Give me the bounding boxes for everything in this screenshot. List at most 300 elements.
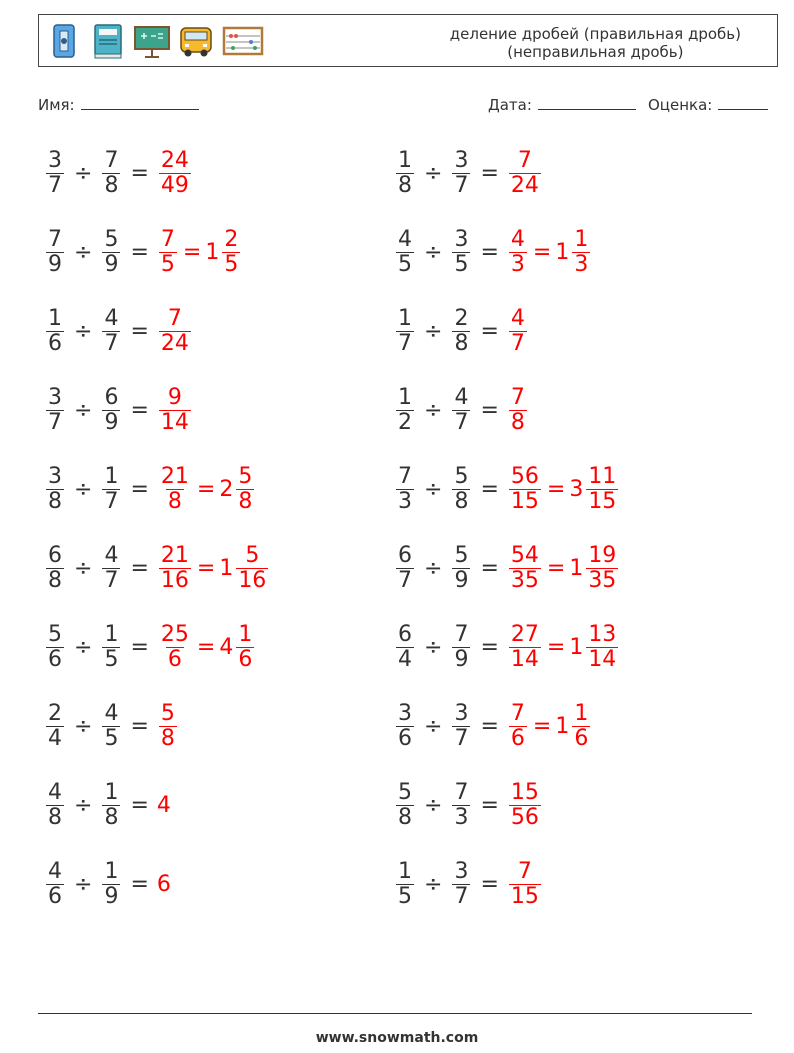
answer-equals-sign: = bbox=[546, 634, 566, 660]
fraction bbox=[452, 307, 470, 356]
fraction bbox=[452, 149, 470, 198]
numerator: 7 bbox=[104, 147, 119, 173]
fraction bbox=[102, 781, 120, 830]
fraction bbox=[572, 702, 590, 751]
answer bbox=[507, 228, 592, 277]
numerator: 7 bbox=[517, 147, 532, 173]
numerator: 1 bbox=[398, 305, 412, 331]
mixed-whole: 3 bbox=[569, 476, 584, 502]
equals-sign: = bbox=[480, 713, 499, 739]
denominator: 7 bbox=[104, 488, 119, 514]
numerator: 7 bbox=[160, 226, 175, 252]
denominator: 7 bbox=[454, 409, 469, 435]
title-line-2: (неправильная дробь) bbox=[507, 43, 684, 61]
numerator: 1 bbox=[48, 305, 62, 331]
numerator: 3 bbox=[454, 226, 469, 252]
answer bbox=[157, 544, 270, 593]
fraction bbox=[159, 386, 191, 435]
denominator: 9 bbox=[104, 409, 119, 435]
equals-sign: = bbox=[130, 634, 149, 660]
equals-sign: = bbox=[130, 239, 149, 265]
denominator: 15 bbox=[588, 488, 617, 514]
problem-item bbox=[394, 615, 620, 679]
numerator: 7 bbox=[517, 858, 532, 884]
denominator: 9 bbox=[104, 883, 119, 909]
numerator: 13 bbox=[588, 621, 617, 647]
denominator: 15 bbox=[510, 488, 539, 514]
name-field[interactable] bbox=[38, 95, 199, 114]
divide-sign: ÷ bbox=[74, 792, 93, 818]
numerator: 2 bbox=[48, 700, 62, 726]
divide-sign: ÷ bbox=[424, 397, 443, 423]
numerator: 5 bbox=[160, 700, 175, 726]
denominator: 9 bbox=[104, 251, 119, 277]
denominator: 35 bbox=[588, 567, 617, 593]
problem-item bbox=[394, 378, 529, 442]
fraction bbox=[452, 781, 470, 830]
divide-sign: ÷ bbox=[74, 871, 93, 897]
denominator: 14 bbox=[588, 646, 617, 672]
fraction bbox=[159, 702, 177, 751]
answer-equals-sign: = bbox=[532, 713, 552, 739]
numerator: 56 bbox=[510, 463, 539, 489]
fraction bbox=[46, 307, 64, 356]
fraction bbox=[159, 623, 191, 672]
equals-sign: = bbox=[480, 792, 499, 818]
numerator: 1 bbox=[574, 226, 589, 252]
mixed-whole: 1 bbox=[555, 239, 570, 265]
denominator: 14 bbox=[160, 409, 189, 435]
denominator: 24 bbox=[160, 330, 189, 356]
fraction bbox=[396, 781, 414, 830]
numerator: 1 bbox=[238, 621, 253, 647]
equals-sign: = bbox=[130, 871, 149, 897]
fraction bbox=[452, 386, 470, 435]
answer-equals-sign: = bbox=[196, 555, 216, 581]
fraction bbox=[452, 228, 470, 277]
numerator: 1 bbox=[398, 858, 412, 884]
divide-sign: ÷ bbox=[424, 713, 443, 739]
numerator: 5 bbox=[454, 463, 469, 489]
numerator: 4 bbox=[48, 779, 62, 805]
numerator: 3 bbox=[48, 463, 62, 489]
answer bbox=[507, 702, 592, 751]
denominator: 8 bbox=[48, 804, 62, 830]
numerator: 5 bbox=[245, 542, 260, 568]
denominator: 49 bbox=[160, 172, 189, 198]
score-label: Оценка: bbox=[648, 96, 713, 114]
denominator: 3 bbox=[574, 251, 589, 277]
fraction bbox=[46, 544, 64, 593]
denominator: 4 bbox=[48, 725, 62, 751]
denominator: 5 bbox=[398, 883, 412, 909]
denominator: 56 bbox=[510, 804, 539, 830]
denominator: 6 bbox=[398, 725, 412, 751]
numerator: 5 bbox=[48, 621, 62, 647]
numerator: 7 bbox=[398, 463, 412, 489]
answer bbox=[507, 544, 620, 593]
fraction bbox=[509, 860, 541, 909]
answer-equals-sign: = bbox=[546, 476, 566, 502]
fraction bbox=[509, 228, 527, 277]
answer bbox=[157, 793, 172, 818]
fraction bbox=[46, 702, 64, 751]
fraction bbox=[452, 544, 470, 593]
fraction bbox=[236, 623, 254, 672]
answer bbox=[157, 623, 256, 672]
fraction bbox=[236, 544, 268, 593]
answer bbox=[507, 307, 529, 356]
equals-sign: = bbox=[130, 555, 149, 581]
mixed-whole: 1 bbox=[569, 555, 584, 581]
denominator: 3 bbox=[454, 804, 469, 830]
title-line-1: деление дробей (правильная дробь) bbox=[449, 25, 741, 43]
problem-item bbox=[394, 457, 620, 521]
equals-sign: = bbox=[480, 239, 499, 265]
fraction bbox=[509, 544, 541, 593]
numerator: 4 bbox=[104, 700, 119, 726]
answer bbox=[157, 228, 242, 277]
denominator: 5 bbox=[454, 251, 469, 277]
problem-item bbox=[394, 536, 620, 600]
chalkboard-icon bbox=[133, 22, 171, 60]
denominator: 16 bbox=[160, 567, 189, 593]
numerator: 7 bbox=[167, 305, 182, 331]
denominator: 3 bbox=[398, 488, 412, 514]
score-blank[interactable] bbox=[718, 95, 768, 110]
numerator: 7 bbox=[510, 384, 525, 410]
numerator: 25 bbox=[160, 621, 189, 647]
divide-sign: ÷ bbox=[74, 634, 93, 660]
divide-sign: ÷ bbox=[424, 318, 443, 344]
denominator: 7 bbox=[48, 409, 62, 435]
header-icons bbox=[45, 21, 265, 61]
fraction bbox=[396, 623, 414, 672]
equals-sign: = bbox=[480, 318, 499, 344]
numerator: 3 bbox=[48, 147, 62, 173]
problem-item bbox=[44, 378, 193, 442]
denominator: 8 bbox=[238, 488, 253, 514]
equals-sign: = bbox=[480, 634, 499, 660]
score-field[interactable] bbox=[648, 95, 768, 114]
problem-item bbox=[44, 773, 172, 837]
numerator: 5 bbox=[238, 463, 253, 489]
denominator: 6 bbox=[510, 725, 525, 751]
answer bbox=[507, 781, 543, 830]
problem-item bbox=[394, 773, 543, 837]
denominator: 8 bbox=[160, 725, 175, 751]
fraction bbox=[452, 623, 470, 672]
denominator: 8 bbox=[48, 488, 62, 514]
sharpener-icon bbox=[45, 22, 83, 60]
worksheet-title bbox=[450, 25, 741, 61]
equals-sign: = bbox=[130, 792, 149, 818]
problem-item bbox=[44, 615, 256, 679]
fraction bbox=[452, 702, 470, 751]
divide-sign: ÷ bbox=[424, 792, 443, 818]
divide-sign: ÷ bbox=[74, 713, 93, 739]
fraction bbox=[46, 781, 64, 830]
numerator: 21 bbox=[160, 542, 189, 568]
denominator: 8 bbox=[510, 409, 525, 435]
problem-item bbox=[44, 852, 172, 916]
numerator: 24 bbox=[160, 147, 189, 173]
denominator: 6 bbox=[48, 883, 62, 909]
divide-sign: ÷ bbox=[424, 239, 443, 265]
answer bbox=[507, 149, 543, 198]
numerator: 1 bbox=[104, 779, 119, 805]
denominator: 7 bbox=[454, 725, 469, 751]
denominator: 6 bbox=[48, 330, 62, 356]
denominator: 8 bbox=[398, 172, 412, 198]
denominator: 9 bbox=[454, 567, 469, 593]
numerator: 4 bbox=[510, 226, 525, 252]
problem-item bbox=[44, 457, 256, 521]
numerator: 1 bbox=[398, 147, 412, 173]
date-field[interactable] bbox=[488, 95, 636, 114]
numerator: 4 bbox=[454, 384, 469, 410]
problem-item bbox=[394, 141, 543, 205]
numerator: 3 bbox=[398, 700, 412, 726]
mixed-whole: 2 bbox=[219, 476, 234, 502]
divide-sign: ÷ bbox=[74, 318, 93, 344]
fraction bbox=[509, 465, 541, 514]
numerator: 6 bbox=[48, 542, 62, 568]
denominator: 3 bbox=[510, 251, 525, 277]
denominator: 9 bbox=[454, 646, 469, 672]
equals-sign: = bbox=[130, 476, 149, 502]
divide-sign: ÷ bbox=[424, 634, 443, 660]
denominator: 35 bbox=[510, 567, 539, 593]
fraction bbox=[159, 544, 191, 593]
answer bbox=[157, 307, 193, 356]
numerator: 1 bbox=[104, 621, 119, 647]
problem-item bbox=[394, 852, 543, 916]
numerator: 5 bbox=[454, 542, 469, 568]
problem-item bbox=[394, 694, 592, 758]
footer-url: www.snowmath.com bbox=[315, 1030, 479, 1046]
fraction bbox=[396, 307, 414, 356]
equals-sign: = bbox=[130, 397, 149, 423]
divide-sign: ÷ bbox=[424, 160, 443, 186]
fraction bbox=[102, 465, 120, 514]
denominator: 16 bbox=[238, 567, 267, 593]
fraction bbox=[396, 860, 414, 909]
numerator: 2 bbox=[454, 305, 469, 331]
denominator: 8 bbox=[104, 804, 119, 830]
answer bbox=[157, 465, 256, 514]
fraction bbox=[396, 544, 414, 593]
numerator: 21 bbox=[160, 463, 189, 489]
denominator: 9 bbox=[48, 251, 62, 277]
fraction bbox=[396, 702, 414, 751]
denominator: 6 bbox=[238, 646, 253, 672]
denominator: 5 bbox=[398, 251, 412, 277]
numerator: 4 bbox=[104, 305, 119, 331]
divide-sign: ÷ bbox=[74, 239, 93, 265]
fraction bbox=[159, 307, 191, 356]
numerator: 5 bbox=[398, 779, 412, 805]
fraction bbox=[46, 228, 64, 277]
fraction bbox=[572, 228, 590, 277]
denominator: 7 bbox=[454, 172, 469, 198]
answer bbox=[157, 702, 179, 751]
denominator: 8 bbox=[398, 804, 412, 830]
divide-sign: ÷ bbox=[74, 397, 93, 423]
fraction bbox=[102, 623, 120, 672]
numerator: 54 bbox=[510, 542, 539, 568]
fraction bbox=[396, 149, 414, 198]
fraction bbox=[452, 860, 470, 909]
answer-integer: 6 bbox=[156, 871, 171, 897]
denominator: 6 bbox=[574, 725, 589, 751]
fraction bbox=[102, 860, 120, 909]
problem-item bbox=[394, 220, 592, 284]
numerator: 2 bbox=[224, 226, 239, 252]
fraction bbox=[46, 860, 64, 909]
mixed-whole: 1 bbox=[555, 713, 570, 739]
numerator: 4 bbox=[104, 542, 119, 568]
equals-sign: = bbox=[480, 871, 499, 897]
fraction bbox=[236, 465, 254, 514]
fraction bbox=[396, 386, 414, 435]
numerator: 7 bbox=[510, 700, 525, 726]
divide-sign: ÷ bbox=[74, 160, 93, 186]
denominator: 7 bbox=[398, 567, 412, 593]
equals-sign: = bbox=[130, 713, 149, 739]
equals-sign: = bbox=[480, 397, 499, 423]
numerator: 5 bbox=[104, 226, 119, 252]
numerator: 19 bbox=[588, 542, 617, 568]
problem-item bbox=[394, 299, 529, 363]
answer-integer: 4 bbox=[156, 792, 171, 818]
denominator: 7 bbox=[104, 567, 119, 593]
abacus-icon bbox=[221, 22, 265, 60]
divide-sign: ÷ bbox=[424, 476, 443, 502]
problem-item bbox=[44, 141, 193, 205]
fraction bbox=[46, 465, 64, 514]
fraction bbox=[509, 702, 527, 751]
mixed-whole: 1 bbox=[219, 555, 234, 581]
fraction bbox=[452, 465, 470, 514]
denominator: 7 bbox=[104, 330, 119, 356]
fraction bbox=[586, 544, 618, 593]
date-blank[interactable] bbox=[538, 95, 636, 110]
problem-item bbox=[44, 694, 179, 758]
fraction bbox=[586, 623, 618, 672]
denominator: 7 bbox=[398, 330, 412, 356]
fraction bbox=[159, 465, 191, 514]
divide-sign: ÷ bbox=[424, 871, 443, 897]
date-label: Дата: bbox=[488, 96, 532, 114]
fraction bbox=[102, 149, 120, 198]
numerator: 6 bbox=[104, 384, 119, 410]
fraction bbox=[159, 149, 191, 198]
footer-divider bbox=[38, 1013, 752, 1014]
school-bus-icon bbox=[177, 22, 215, 60]
answer bbox=[507, 623, 620, 672]
numerator: 27 bbox=[510, 621, 539, 647]
mixed-whole: 1 bbox=[569, 634, 584, 660]
numerator: 1 bbox=[104, 858, 119, 884]
answer-equals-sign: = bbox=[532, 239, 552, 265]
denominator: 4 bbox=[398, 646, 412, 672]
fraction bbox=[102, 702, 120, 751]
numerator: 6 bbox=[398, 621, 412, 647]
fraction bbox=[46, 386, 64, 435]
numerator: 15 bbox=[510, 779, 539, 805]
numerator: 3 bbox=[454, 700, 469, 726]
numerator: 6 bbox=[398, 542, 412, 568]
equals-sign: = bbox=[130, 318, 149, 344]
fraction bbox=[509, 386, 527, 435]
equals-sign: = bbox=[480, 160, 499, 186]
denominator: 8 bbox=[167, 488, 182, 514]
divide-sign: ÷ bbox=[74, 476, 93, 502]
numerator: 1 bbox=[398, 384, 412, 410]
mixed-whole: 4 bbox=[219, 634, 234, 660]
numerator: 1 bbox=[104, 463, 119, 489]
numerator: 9 bbox=[167, 384, 182, 410]
mixed-whole: 1 bbox=[205, 239, 220, 265]
denominator: 6 bbox=[48, 646, 62, 672]
answer bbox=[507, 386, 529, 435]
answer bbox=[157, 872, 172, 897]
fraction bbox=[509, 781, 541, 830]
answer-equals-sign: = bbox=[182, 239, 202, 265]
numerator: 7 bbox=[454, 779, 469, 805]
fraction bbox=[396, 228, 414, 277]
fraction bbox=[159, 228, 177, 277]
denominator: 24 bbox=[510, 172, 539, 198]
answer-equals-sign: = bbox=[196, 476, 216, 502]
fraction bbox=[102, 228, 120, 277]
denominator: 8 bbox=[454, 330, 469, 356]
equals-sign: = bbox=[480, 476, 499, 502]
denominator: 8 bbox=[48, 567, 62, 593]
answer bbox=[507, 860, 543, 909]
denominator: 8 bbox=[104, 172, 119, 198]
fraction bbox=[586, 465, 618, 514]
name-blank[interactable] bbox=[81, 95, 199, 110]
answer bbox=[507, 465, 620, 514]
fraction bbox=[509, 149, 541, 198]
fraction bbox=[509, 623, 541, 672]
denominator: 7 bbox=[48, 172, 62, 198]
denominator: 5 bbox=[104, 646, 119, 672]
book-icon bbox=[89, 22, 127, 60]
denominator: 2 bbox=[398, 409, 412, 435]
numerator: 1 bbox=[574, 700, 589, 726]
numerator: 3 bbox=[454, 147, 469, 173]
numerator: 7 bbox=[48, 226, 62, 252]
equals-sign: = bbox=[130, 160, 149, 186]
answer-equals-sign: = bbox=[196, 634, 216, 660]
equals-sign: = bbox=[480, 555, 499, 581]
fraction bbox=[509, 307, 527, 356]
fraction bbox=[102, 386, 120, 435]
answer-equals-sign: = bbox=[546, 555, 566, 581]
name-label: Имя: bbox=[38, 96, 75, 114]
divide-sign: ÷ bbox=[74, 555, 93, 581]
fraction bbox=[102, 544, 120, 593]
divide-sign: ÷ bbox=[424, 555, 443, 581]
denominator: 5 bbox=[224, 251, 239, 277]
numerator: 3 bbox=[454, 858, 469, 884]
problem-item bbox=[44, 536, 270, 600]
denominator: 14 bbox=[510, 646, 539, 672]
fraction bbox=[46, 623, 64, 672]
